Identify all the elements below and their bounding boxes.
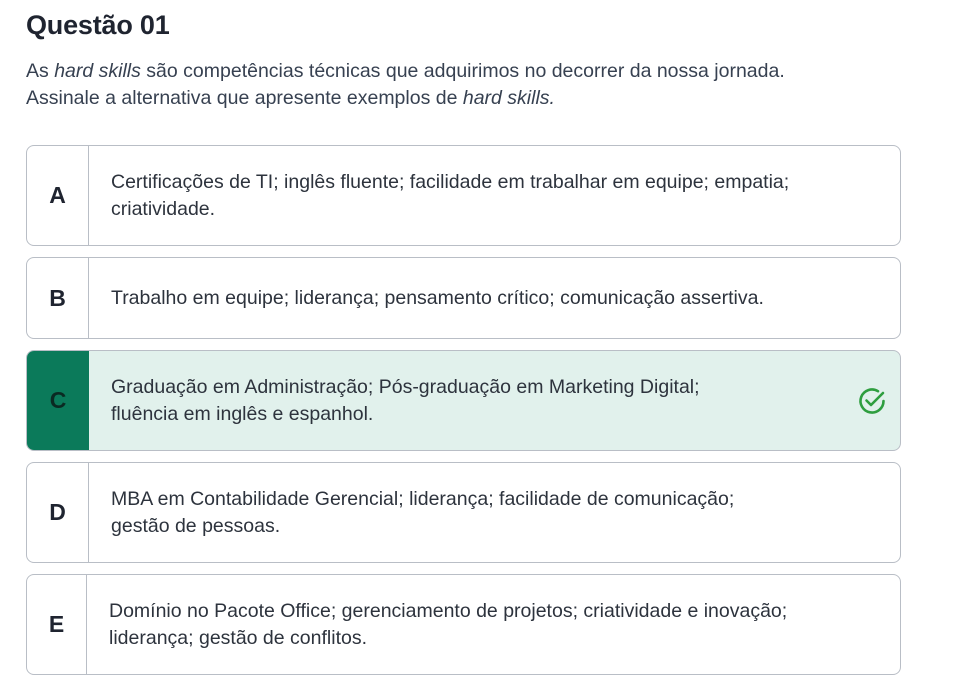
question-prompt bbox=[26, 58, 926, 112]
option-text-line: Graduação em Administração; Pós-graduação em Marketing Digital; bbox=[111, 375, 700, 398]
prompt-text-3: Assinale a alternativa que apresente exemplos de bbox=[26, 87, 463, 109]
option-letter: C bbox=[27, 351, 89, 450]
option-text-line: fluência em inglês e espanhol. bbox=[111, 402, 374, 425]
option-text-line: MBA em Contabilidade Gerencial; liderança; facilidade de comunicação; bbox=[111, 487, 735, 510]
option-text bbox=[89, 146, 900, 245]
option-text-line: Trabalho em equipe; liderança; pensamento crítico; comunicação assertiva. bbox=[111, 286, 764, 309]
prompt-text-2: são competências técnicas que adquirimos no decorrer da nossa jornada. bbox=[140, 60, 785, 82]
option-text bbox=[89, 258, 900, 338]
option-b[interactable] bbox=[26, 257, 901, 339]
option-c[interactable] bbox=[26, 350, 901, 451]
option-letter: A bbox=[27, 146, 89, 245]
option-text-line: gestão de pessoas. bbox=[111, 514, 281, 537]
option-text bbox=[89, 351, 900, 450]
option-text bbox=[89, 463, 900, 562]
option-a[interactable] bbox=[26, 145, 901, 246]
option-text-line: criatividade. bbox=[111, 197, 216, 220]
option-text-line: Certificações de TI; inglês fluente; facilidade em trabalhar em equipe; empatia; bbox=[111, 170, 790, 193]
option-letter: E bbox=[27, 575, 87, 674]
option-text-line: Domínio no Pacote Office; gerenciamento de projetos; criatividade e inovação; bbox=[109, 599, 788, 622]
check-circle-icon bbox=[856, 385, 888, 417]
option-text-line: liderança; gestão de conflitos. bbox=[109, 626, 367, 649]
option-letter: B bbox=[27, 258, 89, 338]
prompt-emphasis-2: hard skills. bbox=[462, 87, 555, 109]
question-title: Questão 01 bbox=[26, 10, 170, 40]
option-text bbox=[87, 575, 900, 674]
option-e[interactable] bbox=[26, 574, 901, 675]
option-letter: D bbox=[27, 463, 89, 562]
option-d[interactable] bbox=[26, 462, 901, 563]
prompt-text-1: As bbox=[26, 60, 55, 82]
prompt-emphasis-1: hard skills bbox=[54, 60, 141, 82]
